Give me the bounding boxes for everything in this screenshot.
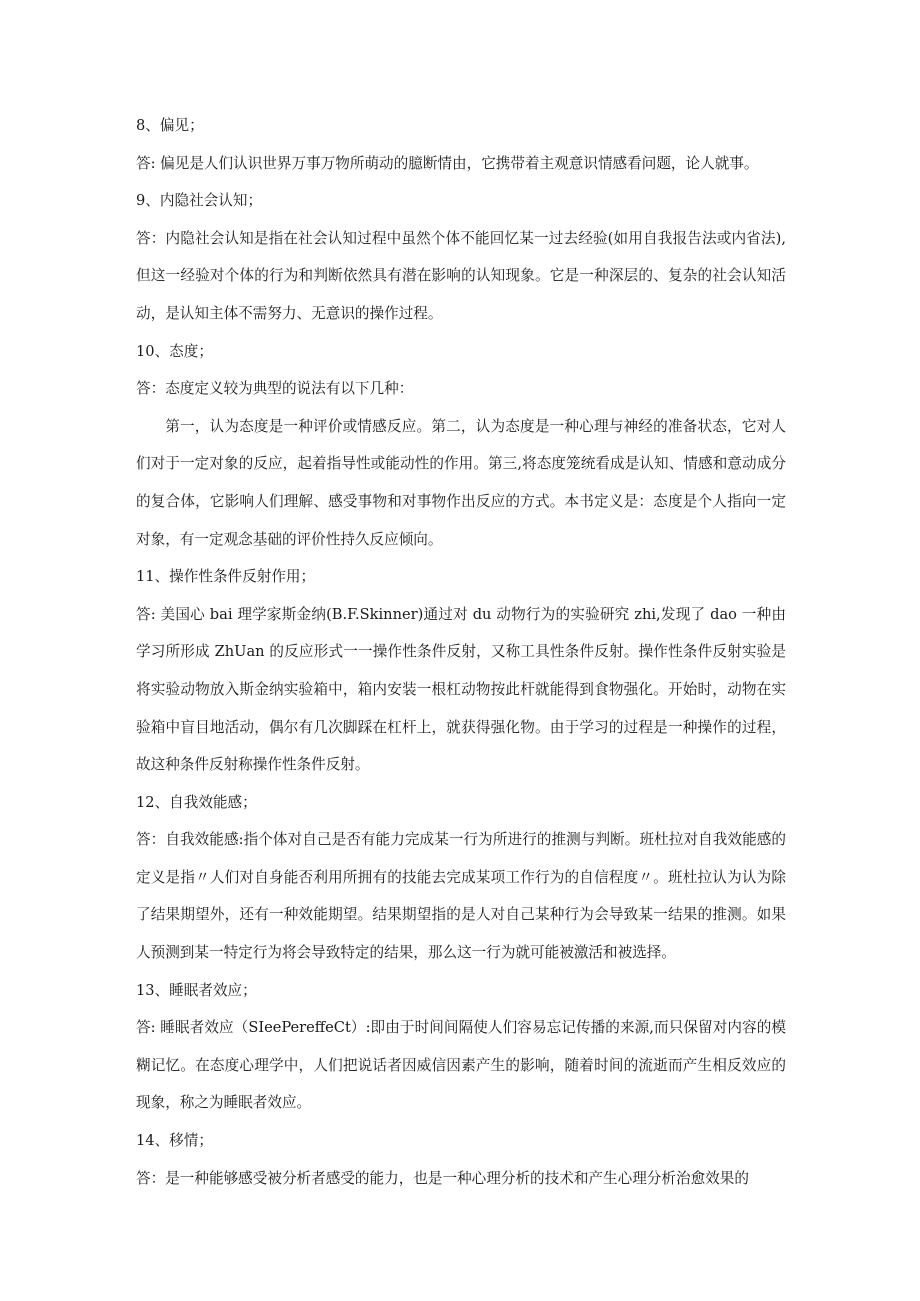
heading-12: 12、自我效能感； <box>136 793 257 811</box>
document-body <box>136 107 786 1197</box>
answer-10-detail: 第一，认为态度是一种评价或情感反应。第二，认为态度是一种心理与神经的准备状态，它对人们对于一定对象的反应，起着指导性或能动性的作用。第三,将态度笼统看成是认知、情感和意动成分的复合体，它影响人们理解、感受事物和对事物作出反应的方式。本书定义是：态度是个人指向一定对象，有一定观念基础的评价性持久反应倾向。 <box>136 417 786 548</box>
answer-11: 答: 美国心 bai 理学家斯金纳(B.F.Skinner)通过对 du 动物行为的实验研究 zhi,发现了 dao 一种由学习所形成 ZhUan 的反应形式一一操作性条件反射，又称工具性条件反射。操作性条件反射实验是将实验动物放入斯金纳实验箱中，箱内安装一根杠动物按此杆就能得到食物强化。开始时，动物在实验箱中盲目地活动，偶尔有几次脚踩在杠杆上，就获得强化物。由于学习的过程是一种操作的过程，故这种条件反射称操作性条件反射。 <box>136 605 786 774</box>
heading-9: 9、内隐社会认知； <box>136 192 263 210</box>
heading-8: 8、偏见； <box>136 117 204 134</box>
answer-8: 答: 偏见是人们认识世界万事万物所萌动的臆断情由，它携带着主观意识情感看问题，论人就事。 <box>136 154 759 172</box>
heading-14: 14、移情； <box>136 1132 213 1150</box>
answer-13: 答: 睡眠者效应（SIeePereffeCt）:即由于时间间隔使人们容易忘记传播的来源,而只保留对内容的模糊记忆。在态度心理学中，人们把说话者因威信因素产生的影响，随着时间的流逝而产生相反效应的现象，称之为睡眠者效应。 <box>136 1019 786 1112</box>
heading-11: 11、操作性条件反射作用； <box>136 568 316 586</box>
answer-12: 答：自我效能感:指个体对自己是否有能力完成某一行为所进行的推测与判断。班杜拉对自我效能感的定义是指〃人们对自身能否利用所拥有的技能去完成某项工作行为的自信程度〃。班杜拉认为认为除了结果期望外，还有一种效能期望。结果期望指的是人对自己某种行为会导致某一结果的推测。如果人预测到某一特定行为将会导致特定的结果，那么这一行为就可能被激活和被选择。 <box>136 831 786 962</box>
heading-13: 13、睡眠者效应； <box>136 981 257 999</box>
answer-10: 答：态度定义较为典型的说法有以下几种： <box>136 380 414 398</box>
answer-14: 答：是一种能够感受被分析者感受的能力，也是一种心理分析的技术和产生心理分析治愈效果的 <box>136 1169 749 1187</box>
answer-9: 答：内隐社会认知是指在社会认知过程中虽然个体不能回忆某一过去经验(如用自我报告法或内省法),但这一经验对个体的行为和判断依然具有潜在影响的认知现象。它是一种深层的、复杂的社会认知活动，是认知主体不需努力、无意识的操作过程。 <box>136 229 786 322</box>
heading-10: 10、态度； <box>136 342 213 360</box>
